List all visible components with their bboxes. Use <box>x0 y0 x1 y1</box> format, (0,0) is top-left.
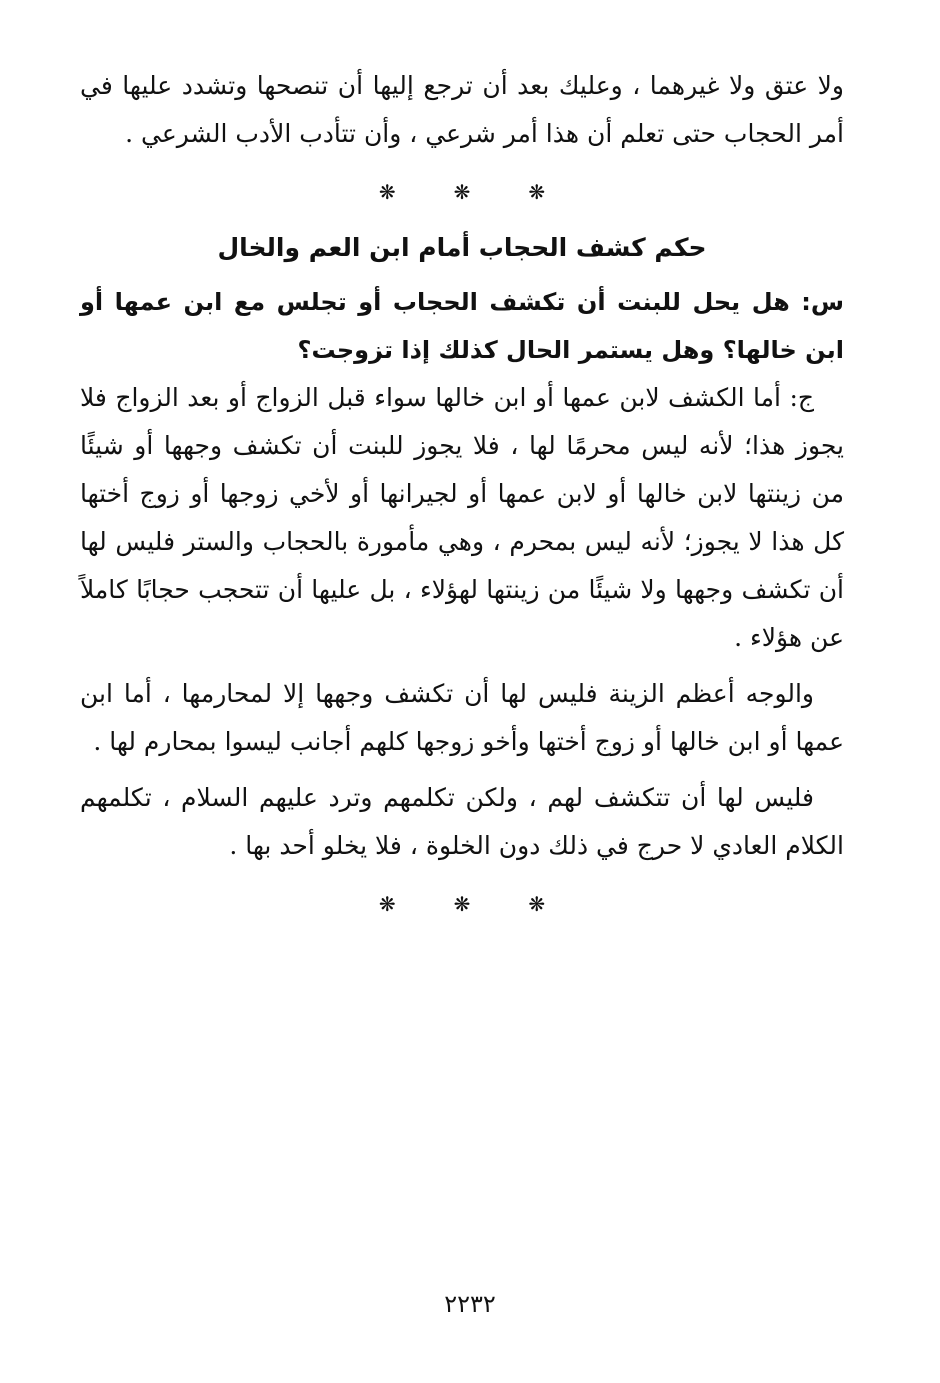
answer-paragraph: ج: أما الكشف لابن عمها أو ابن خالها سواء قبل الزواج أو بعد الزواج فلا يجوز هذا؛ لأنه ليس محرمًا لها ، فلا يجوز للبنت أن تكشف وجهها أو شيئًا من زينتها لابن خالها أو لابن عمها أو لجيرانها أو لأخي زوجها أو زوج أختها كل هذا لا يجوز؛ لأنه ليس بمحرم ، وهي مأمورة بالحجاب والستر فليس لها أن تكشف وجهها ولا شيئًا من زينتها لهؤلاء ، بل عليها أن تتحجب حجابًا كاملاً عن هؤلاء . <box>80 383 844 652</box>
section-heading: حكم كشف الحجاب أمام ابن العم والخال <box>217 233 707 262</box>
answer-paragraph: والوجه أعظم الزينة فليس لها أن تكشف وجهها إلا لمحارمها ، أما ابن عمها أو ابن خالها أو زوج أختها وأخو زوجها كلهم أجانب ليسوا بمحارم لها . <box>80 679 844 756</box>
asterism-icon: ❋ <box>378 892 396 916</box>
asterism-icon: ❋ <box>528 892 546 916</box>
section-separator <box>80 182 844 202</box>
answer-paragraph: فليس لها أن تتكشف لهم ، ولكن تكلمهم وترد عليهم السلام ، تكلمهم الكلام العادي لا حرج في ذلك دون الخلوة ، فلا يخلو أحد بها . <box>80 783 844 860</box>
asterism-icon: ❋ <box>378 180 396 204</box>
question-text: س: هل يحل للبنت أن تكشف الحجاب أو تجلس مع ابن عمها أو ابن خالها؟ وهل يستمر الحال كذلك إذا تزوجت؟ <box>80 288 844 364</box>
asterism-icon: ❋ <box>528 180 546 204</box>
page-number: ٢٢٣٢ <box>444 1290 496 1318</box>
asterism-icon: ❋ <box>453 892 471 916</box>
section-separator <box>80 894 844 914</box>
intro-paragraph: ولا عتق ولا غيرهما ، وعليك بعد أن ترجع إليها أن تنصحها وتشدد عليها في أمر الحجاب حتى تعلم أن هذا أمر شرعي ، وأن تتأدب الأدب الشرعي . <box>80 71 844 148</box>
page-body <box>80 62 844 936</box>
asterism-icon: ❋ <box>453 180 471 204</box>
